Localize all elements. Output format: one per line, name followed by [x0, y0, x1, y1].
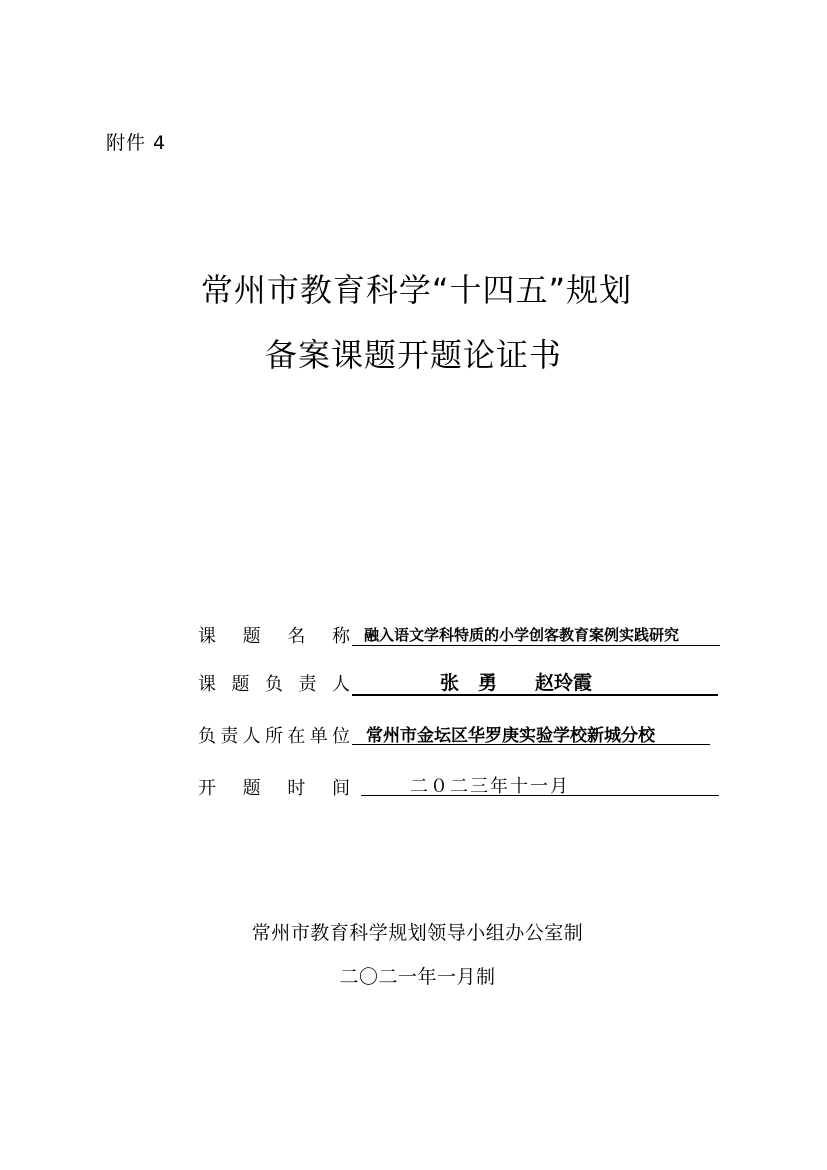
topic-name-value: 融入语文学科特质的小学创客教育案例实践研究 — [364, 626, 680, 644]
label-char: 责 — [220, 726, 239, 747]
leader-label — [198, 670, 350, 696]
topic-name-row — [198, 618, 728, 650]
opening-time-row — [198, 770, 728, 802]
label-char: 位 — [331, 726, 350, 747]
label-char: 间 — [331, 778, 350, 799]
label-char: 题 — [242, 778, 261, 799]
label-char: 单 — [309, 726, 328, 747]
document-title-line2: 备案课题开题论证书 — [264, 336, 562, 374]
unit-value: 常州市金坛区华罗庚实验学校新城分校 — [366, 726, 655, 746]
label-char: 时 — [287, 778, 306, 799]
leader-row — [198, 666, 728, 698]
topic-name-label — [198, 622, 350, 648]
label-char: 名 — [287, 626, 306, 647]
opening-time-label — [198, 774, 350, 800]
opening-time-underline — [361, 795, 719, 796]
leader-underline — [352, 694, 718, 696]
label-char: 人 — [242, 726, 261, 747]
unit-row — [198, 718, 728, 750]
leader-value: 张 勇 赵玲霞 — [440, 672, 593, 694]
topic-name-underline — [352, 645, 720, 646]
label-char: 人 — [332, 674, 350, 695]
issuer-line: 常州市教育科学规划领导小组办公室制 — [251, 922, 584, 944]
label-char: 称 — [331, 626, 350, 647]
document-title-line1: 常州市教育科学“十四五”规划 — [200, 271, 633, 309]
label-char: 所 — [264, 726, 283, 747]
label-char: 责 — [298, 674, 317, 695]
label-char: 在 — [287, 726, 306, 747]
label-char: 负 — [265, 674, 283, 695]
label-char: 课 — [198, 674, 216, 695]
attachment-label: 附件 4 — [106, 132, 167, 154]
label-char: 课 — [198, 626, 216, 647]
label-char: 题 — [242, 626, 261, 647]
label-char: 题 — [231, 674, 250, 695]
label-char: 负 — [198, 726, 216, 747]
issue-date-line: 二〇二一年一月制 — [339, 966, 496, 988]
unit-underline — [352, 744, 710, 745]
unit-label — [198, 722, 350, 748]
label-char: 开 — [198, 778, 216, 799]
opening-time-value: 二０二三年十一月 — [410, 776, 570, 797]
